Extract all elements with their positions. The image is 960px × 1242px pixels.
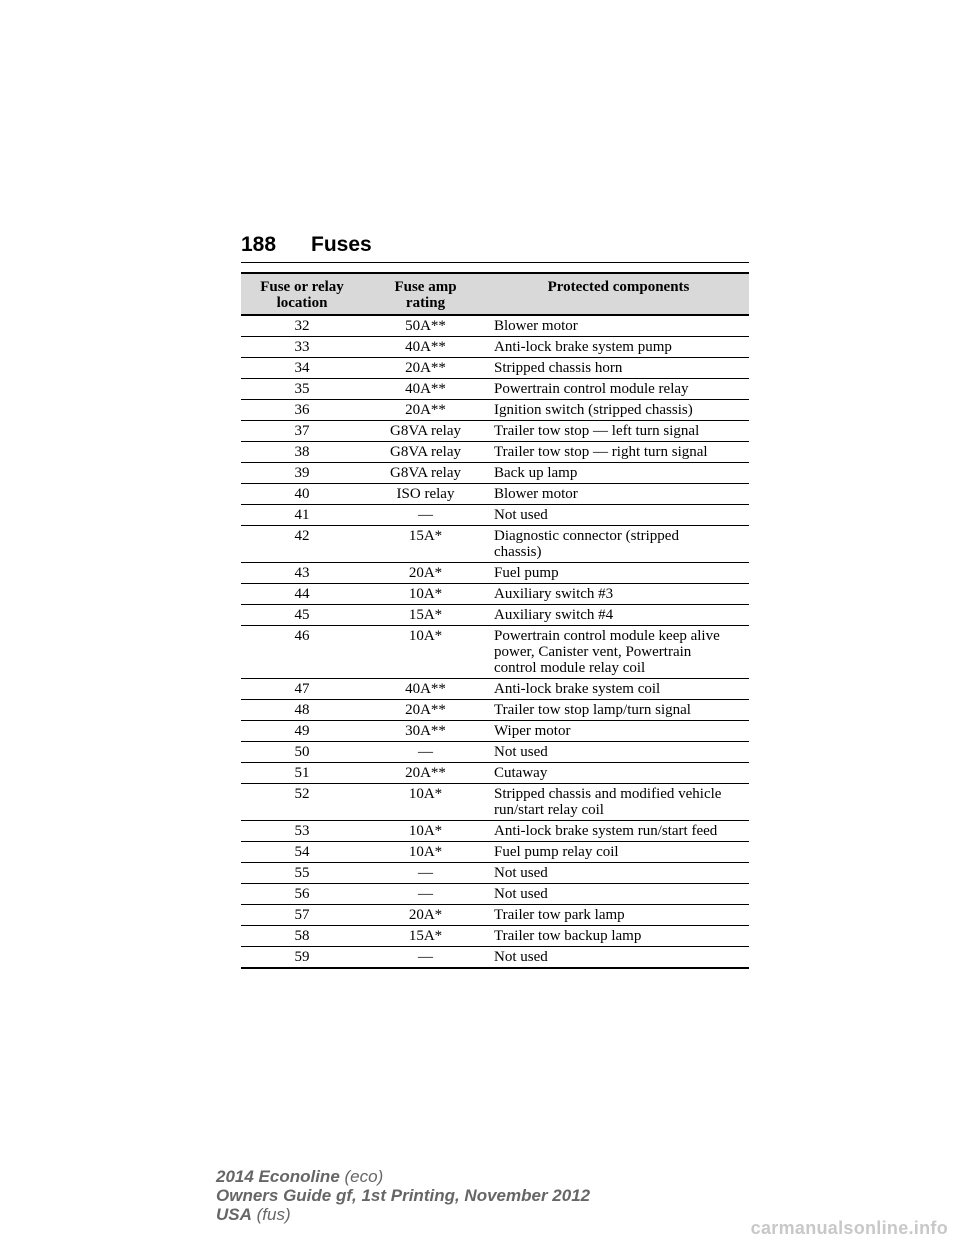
protected-components-line: Anti-lock brake system coil xyxy=(494,681,661,697)
protected-components-cell xyxy=(488,821,749,842)
fuse-amp-rating-cell: 20A** xyxy=(363,358,488,379)
fuse-location-cell: 54 xyxy=(241,842,363,863)
fuse-location-cell: 36 xyxy=(241,400,363,421)
table-row xyxy=(241,763,749,784)
protected-components-line: Trailer tow stop lamp/turn signal xyxy=(494,702,691,718)
protected-components-cell xyxy=(488,884,749,905)
table-row xyxy=(241,484,749,505)
fuse-amp-rating-cell: 20A* xyxy=(363,905,488,926)
column-header-amp-rating xyxy=(363,273,488,315)
fuse-amp-rating-cell: G8VA relay xyxy=(363,463,488,484)
table-row xyxy=(241,721,749,742)
footer-market: USA xyxy=(216,1205,252,1224)
protected-components-cell xyxy=(488,842,749,863)
protected-components-cell xyxy=(488,379,749,400)
footer-line-market xyxy=(216,1205,590,1224)
column-header-text: rating xyxy=(405,295,446,311)
protected-components-line: Auxiliary switch #4 xyxy=(494,607,614,623)
protected-components-line: Powertrain control module relay xyxy=(494,381,689,397)
footer-market-code: (fus) xyxy=(256,1205,291,1224)
page-header xyxy=(241,231,749,263)
fuse-location-cell: 37 xyxy=(241,421,363,442)
protected-components-cell xyxy=(488,926,749,947)
protected-components-cell xyxy=(488,442,749,463)
protected-components-cell xyxy=(488,742,749,763)
table-row xyxy=(241,526,749,563)
protected-components-cell xyxy=(488,605,749,626)
protected-components-cell xyxy=(488,584,749,605)
fuse-amp-rating-cell: 15A* xyxy=(363,926,488,947)
table-row xyxy=(241,905,749,926)
fuse-amp-rating-cell: G8VA relay xyxy=(363,442,488,463)
fuse-location-cell: 55 xyxy=(241,863,363,884)
fuse-amp-rating-cell: G8VA relay xyxy=(363,421,488,442)
protected-components-line: Cutaway xyxy=(494,765,548,781)
table-row xyxy=(241,700,749,721)
protected-components-line: Blower motor xyxy=(494,318,578,334)
fuse-location-cell: 41 xyxy=(241,505,363,526)
table-row xyxy=(241,742,749,763)
fuse-amp-rating-cell: — xyxy=(363,884,488,905)
fuse-location-cell: 39 xyxy=(241,463,363,484)
table-row xyxy=(241,463,749,484)
fuse-amp-rating-cell: 15A* xyxy=(363,526,488,563)
fuse-amp-rating-cell: 20A* xyxy=(363,563,488,584)
table-row xyxy=(241,563,749,584)
table-row xyxy=(241,863,749,884)
fuse-location-cell: 38 xyxy=(241,442,363,463)
fuse-amp-rating-cell: 20A** xyxy=(363,763,488,784)
table-row xyxy=(241,926,749,947)
column-header-text: Fuse amp xyxy=(394,279,457,295)
table-row xyxy=(241,821,749,842)
protected-components-cell xyxy=(488,905,749,926)
protected-components-line: Auxiliary switch #3 xyxy=(494,586,614,602)
fuse-amp-rating-cell: 50A** xyxy=(363,315,488,337)
table-header-row xyxy=(241,273,749,315)
protected-components-cell xyxy=(488,400,749,421)
footer-line-guide xyxy=(216,1186,590,1205)
fuse-location-cell: 56 xyxy=(241,884,363,905)
fuse-location-cell: 42 xyxy=(241,526,363,563)
fuse-location-cell: 59 xyxy=(241,947,363,969)
table-row xyxy=(241,421,749,442)
fuse-amp-rating-cell: ISO relay xyxy=(363,484,488,505)
fuse-amp-rating-cell: 30A** xyxy=(363,721,488,742)
protected-components-line: Stripped chassis horn xyxy=(494,360,623,376)
fuse-amp-rating-cell: — xyxy=(363,947,488,969)
fuse-location-cell: 50 xyxy=(241,742,363,763)
column-header-text: location xyxy=(276,295,328,311)
fuse-location-cell: 45 xyxy=(241,605,363,626)
table-row xyxy=(241,400,749,421)
fuse-amp-rating-cell: — xyxy=(363,505,488,526)
fuse-amp-rating-cell: 40A** xyxy=(363,337,488,358)
fuse-amp-rating-cell: 15A* xyxy=(363,605,488,626)
table-row xyxy=(241,626,749,679)
protected-components-cell xyxy=(488,463,749,484)
fuse-location-cell: 47 xyxy=(241,679,363,700)
protected-components-cell xyxy=(488,358,749,379)
footer-guide: Owners Guide gf, 1st Printing, November 2012 xyxy=(216,1186,591,1205)
fuse-location-cell: 57 xyxy=(241,905,363,926)
column-header-text: Fuse or relay xyxy=(260,279,344,295)
protected-components-line: Not used xyxy=(494,949,548,965)
protected-components-line: Stripped chassis and modified vehicle xyxy=(494,786,722,802)
protected-components-line: Not used xyxy=(494,744,548,760)
fuse-amp-rating-cell: 10A* xyxy=(363,821,488,842)
fuse-amp-rating-cell: 10A* xyxy=(363,584,488,605)
fuse-location-cell: 32 xyxy=(241,315,363,337)
section-title: Fuses xyxy=(311,233,372,256)
fuse-location-cell: 33 xyxy=(241,337,363,358)
protected-components-line: chassis) xyxy=(494,544,542,560)
table-row xyxy=(241,605,749,626)
protected-components-line: Wiper motor xyxy=(494,723,571,739)
protected-components-cell xyxy=(488,679,749,700)
fuse-location-cell: 51 xyxy=(241,763,363,784)
table-row xyxy=(241,679,749,700)
protected-components-cell xyxy=(488,337,749,358)
table-row xyxy=(241,379,749,400)
table-row xyxy=(241,315,749,337)
protected-components-line: Not used xyxy=(494,865,548,881)
watermark-text: carmanualsonline.info xyxy=(750,1218,948,1238)
fuse-amp-rating-cell: 10A* xyxy=(363,626,488,679)
protected-components-line: Ignition switch (stripped chassis) xyxy=(494,402,693,418)
protected-components-line: power, Canister vent, Powertrain xyxy=(494,644,692,660)
column-header-location xyxy=(241,273,363,315)
protected-components-line: Back up lamp xyxy=(494,465,578,481)
protected-components-line: Fuel pump xyxy=(494,565,559,581)
table-body xyxy=(241,315,749,968)
fuse-amp-rating-cell: — xyxy=(363,742,488,763)
protected-components-cell xyxy=(488,563,749,584)
fuse-location-cell: 52 xyxy=(241,784,363,821)
protected-components-cell xyxy=(488,421,749,442)
protected-components-line: control module relay coil xyxy=(494,660,646,676)
footer-model-code: (eco) xyxy=(344,1167,384,1186)
fuse-amp-rating-cell: 10A* xyxy=(363,842,488,863)
protected-components-cell xyxy=(488,315,749,337)
footer-line-model xyxy=(216,1167,590,1186)
fuse-location-cell: 49 xyxy=(241,721,363,742)
fuse-location-cell: 48 xyxy=(241,700,363,721)
table-row xyxy=(241,884,749,905)
protected-components-line: Anti-lock brake system run/start feed xyxy=(494,823,718,839)
protected-components-cell xyxy=(488,700,749,721)
protected-components-line: Anti-lock brake system pump xyxy=(494,339,672,355)
fuse-location-cell: 40 xyxy=(241,484,363,505)
fuse-location-cell: 58 xyxy=(241,926,363,947)
table-row xyxy=(241,784,749,821)
protected-components-line: Trailer tow park lamp xyxy=(494,907,625,923)
protected-components-cell xyxy=(488,763,749,784)
protected-components-cell xyxy=(488,947,749,969)
fuse-location-cell: 43 xyxy=(241,563,363,584)
protected-components-line: Trailer tow stop — right turn signal xyxy=(494,444,708,460)
protected-components-cell xyxy=(488,484,749,505)
table-row xyxy=(241,842,749,863)
table-row xyxy=(241,584,749,605)
protected-components-line: Diagnostic connector (stripped xyxy=(494,528,679,544)
protected-components-line: run/start relay coil xyxy=(494,802,604,818)
table-row xyxy=(241,442,749,463)
fuse-table xyxy=(241,272,749,969)
column-header-text: Protected components xyxy=(547,279,690,295)
column-header-protected-components xyxy=(488,273,749,315)
fuse-amp-rating-cell: 20A** xyxy=(363,400,488,421)
table-row xyxy=(241,358,749,379)
table-row xyxy=(241,505,749,526)
protected-components-line: Trailer tow backup lamp xyxy=(494,928,642,944)
fuse-amp-rating-cell: — xyxy=(363,863,488,884)
protected-components-line: Not used xyxy=(494,886,548,902)
document-footer xyxy=(216,1167,590,1224)
protected-components-line: Not used xyxy=(494,507,548,523)
fuse-location-cell: 53 xyxy=(241,821,363,842)
fuse-amp-rating-cell: 20A** xyxy=(363,700,488,721)
page-number: 188 xyxy=(241,233,277,256)
fuse-amp-rating-cell: 40A** xyxy=(363,679,488,700)
table-row xyxy=(241,337,749,358)
footer-model: 2014 Econoline xyxy=(216,1167,340,1186)
protected-components-line: Fuel pump relay coil xyxy=(494,844,619,860)
protected-components-cell xyxy=(488,526,749,563)
protected-components-line: Powertrain control module keep alive xyxy=(494,628,720,644)
protected-components-cell xyxy=(488,626,749,679)
protected-components-line: Blower motor xyxy=(494,486,578,502)
protected-components-line: Trailer tow stop — left turn signal xyxy=(494,423,700,439)
fuse-location-cell: 35 xyxy=(241,379,363,400)
fuse-location-cell: 46 xyxy=(241,626,363,679)
fuse-location-cell: 34 xyxy=(241,358,363,379)
fuse-amp-rating-cell: 10A* xyxy=(363,784,488,821)
protected-components-cell xyxy=(488,721,749,742)
protected-components-cell xyxy=(488,505,749,526)
fuse-location-cell: 44 xyxy=(241,584,363,605)
fuse-amp-rating-cell: 40A** xyxy=(363,379,488,400)
protected-components-cell xyxy=(488,863,749,884)
protected-components-cell xyxy=(488,784,749,821)
table-row xyxy=(241,947,749,969)
